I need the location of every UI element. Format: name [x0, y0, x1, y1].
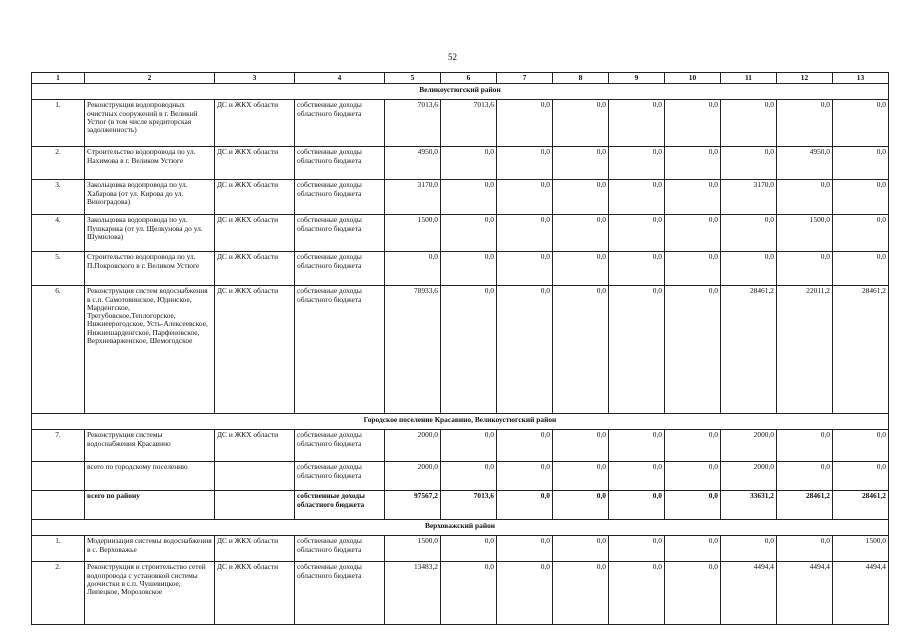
row-number: 1. — [32, 100, 85, 147]
value-col-9: 0,0 — [609, 100, 665, 147]
value-col-8: 0,0 — [553, 286, 609, 414]
value-col-11: 0,0 — [721, 100, 777, 147]
total-value: 78933,6 — [385, 286, 441, 414]
value-col-8: 0,0 — [553, 180, 609, 215]
budget-table — [31, 72, 889, 625]
value-col-12: 0,0 — [777, 462, 833, 491]
funding-source: собственные доходы областного бюджета — [295, 536, 385, 562]
project-name: Модернизация системы водоснабжения в с. Верховажье — [85, 536, 215, 562]
total-value: 3170,0 — [385, 180, 441, 215]
value-col-9: 0,0 — [609, 491, 665, 520]
table-row — [32, 462, 889, 491]
value-col-11: 0,0 — [721, 147, 777, 180]
funding-source: собственные доходы областного бюджета — [295, 147, 385, 180]
value-col-12: 0,0 — [777, 252, 833, 286]
value-col-7: 0,0 — [497, 252, 553, 286]
value-col-8: 0,0 — [553, 562, 609, 625]
value-col-7: 0,0 — [497, 462, 553, 491]
value-col-12: 1500,0 — [777, 215, 833, 252]
column-header-1: 1 — [32, 73, 85, 84]
funding-source: собственные доходы областного бюджета — [295, 215, 385, 252]
value-col-10: 0,0 — [665, 536, 721, 562]
value-col-7: 0,0 — [497, 286, 553, 414]
value-col-6: 7013,6 — [441, 100, 497, 147]
column-header-4: 4 — [295, 73, 385, 84]
value-col-12: 0,0 — [777, 100, 833, 147]
column-header-3: 3 — [215, 73, 295, 84]
row-number: 2. — [32, 147, 85, 180]
value-col-13: 1500,0 — [833, 536, 889, 562]
value-col-8: 0,0 — [553, 100, 609, 147]
table-row — [32, 100, 889, 147]
value-col-7: 0,0 — [497, 562, 553, 625]
section-heading: Великоустюгский район — [32, 84, 889, 100]
row-number: 7. — [32, 430, 85, 462]
value-col-9: 0,0 — [609, 180, 665, 215]
total-value: 2000,0 — [385, 430, 441, 462]
project-name: Строительство водопровода по ул. П.Покровского в г. Великом Устюге — [85, 252, 215, 286]
responsible-body — [215, 491, 295, 520]
value-col-11: 33631,2 — [721, 491, 777, 520]
value-col-7: 0,0 — [497, 215, 553, 252]
funding-source: собственные доходы областного бюджета — [295, 100, 385, 147]
value-col-11: 3170,0 — [721, 180, 777, 215]
table-row — [32, 430, 889, 462]
project-name: Реконструкция и строительство сетей водопровода с установкой системы доочистки в с.п. Чушевицкое, Липецкое, Морозовское — [85, 562, 215, 625]
table-body — [32, 84, 889, 625]
total-value: 0,0 — [385, 252, 441, 286]
table-row — [32, 562, 889, 625]
funding-source: собственные доходы областного бюджета — [295, 462, 385, 491]
column-header-2: 2 — [85, 73, 215, 84]
total-value: 4950,0 — [385, 147, 441, 180]
project-name: Закольцовка водопровода по ул. Хабарова (от ул. Кирова до ул. Виноградова) — [85, 180, 215, 215]
value-col-9: 0,0 — [609, 147, 665, 180]
column-header-9: 9 — [609, 73, 665, 84]
value-col-12: 0,0 — [777, 536, 833, 562]
total-value: 13483,2 — [385, 562, 441, 625]
table-row — [32, 180, 889, 215]
column-header-5: 5 — [385, 73, 441, 84]
value-col-6: 0,0 — [441, 562, 497, 625]
value-col-7: 0,0 — [497, 430, 553, 462]
column-header-8: 8 — [553, 73, 609, 84]
value-col-8: 0,0 — [553, 491, 609, 520]
row-number — [32, 491, 85, 520]
table-row — [32, 252, 889, 286]
value-col-10: 0,0 — [665, 462, 721, 491]
project-name: Реконструкция систем водоснабжения в с.п. Самотовинское, Юдинское, Марденгское, Трегубовское,Теплогорское, Нижнеерогодское, Усть-Алексеевское, Нижнешарденгское, Парфеновское, Верхневарженское, Шемогодское — [85, 286, 215, 414]
table-row — [32, 215, 889, 252]
responsible-body: ДС и ЖКХ области — [215, 430, 295, 462]
value-col-11: 0,0 — [721, 215, 777, 252]
value-col-13: 0,0 — [833, 215, 889, 252]
value-col-13: 0,0 — [833, 252, 889, 286]
funding-source: собственные доходы областного бюджета — [295, 491, 385, 520]
responsible-body: ДС и ЖКХ области — [215, 180, 295, 215]
row-number: 4. — [32, 215, 85, 252]
value-col-10: 0,0 — [665, 100, 721, 147]
value-col-9: 0,0 — [609, 286, 665, 414]
responsible-body: ДС и ЖКХ области — [215, 147, 295, 180]
responsible-body: ДС и ЖКХ области — [215, 562, 295, 625]
value-col-12: 22011,2 — [777, 286, 833, 414]
value-col-13: 0,0 — [833, 180, 889, 215]
value-col-10: 0,0 — [665, 562, 721, 625]
value-col-9: 0,0 — [609, 215, 665, 252]
value-col-9: 0,0 — [609, 430, 665, 462]
column-header-11: 11 — [721, 73, 777, 84]
column-header-13: 13 — [833, 73, 889, 84]
value-col-12: 4494,4 — [777, 562, 833, 625]
section-heading-row — [32, 520, 889, 536]
page-number: 52 — [448, 52, 457, 62]
section-heading-row — [32, 84, 889, 100]
responsible-body: ДС и ЖКХ области — [215, 286, 295, 414]
value-col-12: 0,0 — [777, 430, 833, 462]
value-col-11: 0,0 — [721, 536, 777, 562]
value-col-13: 0,0 — [833, 430, 889, 462]
project-name: Реконструкция системы водоснабжения Красавино — [85, 430, 215, 462]
value-col-13: 0,0 — [833, 100, 889, 147]
responsible-body — [215, 462, 295, 491]
table-row — [32, 147, 889, 180]
value-col-6: 0,0 — [441, 430, 497, 462]
value-col-11: 0,0 — [721, 252, 777, 286]
value-col-9: 0,0 — [609, 536, 665, 562]
value-col-10: 0,0 — [665, 147, 721, 180]
column-header-12: 12 — [777, 73, 833, 84]
row-number — [32, 462, 85, 491]
value-col-6: 0,0 — [441, 286, 497, 414]
total-value: 1500,0 — [385, 536, 441, 562]
section-heading: Городское поселение Красавино, Великоустюгский район — [32, 414, 889, 430]
responsible-body: ДС и ЖКХ области — [215, 100, 295, 147]
value-col-7: 0,0 — [497, 491, 553, 520]
value-col-8: 0,0 — [553, 430, 609, 462]
funding-source: собственные доходы областного бюджета — [295, 252, 385, 286]
value-col-10: 0,0 — [665, 252, 721, 286]
funding-source: собственные доходы областного бюджета — [295, 430, 385, 462]
value-col-13: 4494,4 — [833, 562, 889, 625]
value-col-8: 0,0 — [553, 215, 609, 252]
value-col-6: 0,0 — [441, 252, 497, 286]
value-col-10: 0,0 — [665, 180, 721, 215]
value-col-13: 28461,2 — [833, 491, 889, 520]
funding-source: собственные доходы областного бюджета — [295, 562, 385, 625]
value-col-9: 0,0 — [609, 462, 665, 491]
value-col-13: 0,0 — [833, 462, 889, 491]
value-col-7: 0,0 — [497, 536, 553, 562]
column-header-7: 7 — [497, 73, 553, 84]
value-col-11: 2000,0 — [721, 462, 777, 491]
header-row — [32, 73, 889, 84]
value-col-11: 4494,4 — [721, 562, 777, 625]
project-name: всего по району — [85, 491, 215, 520]
value-col-10: 0,0 — [665, 430, 721, 462]
value-col-9: 0,0 — [609, 252, 665, 286]
funding-source: собственные доходы областного бюджета — [295, 286, 385, 414]
row-number: 1. — [32, 536, 85, 562]
value-col-13: 0,0 — [833, 147, 889, 180]
value-col-12: 4950,0 — [777, 147, 833, 180]
row-number: 5. — [32, 252, 85, 286]
value-col-11: 28461,2 — [721, 286, 777, 414]
column-header-6: 6 — [441, 73, 497, 84]
value-col-8: 0,0 — [553, 536, 609, 562]
total-value: 97567,2 — [385, 491, 441, 520]
value-col-8: 0,0 — [553, 462, 609, 491]
project-name: Реконструкция водопроводных очистных сооружений в г. Великий Устюг (в том числе кредиторская задолженность) — [85, 100, 215, 147]
value-col-7: 0,0 — [497, 100, 553, 147]
total-value: 7013,6 — [385, 100, 441, 147]
section-heading-row — [32, 414, 889, 430]
value-col-8: 0,0 — [553, 147, 609, 180]
total-row — [32, 491, 889, 520]
value-col-6: 0,0 — [441, 536, 497, 562]
value-col-6: 0,0 — [441, 215, 497, 252]
value-col-6: 0,0 — [441, 180, 497, 215]
row-number: 2. — [32, 562, 85, 625]
total-value: 2000,0 — [385, 462, 441, 491]
value-col-6: 0,0 — [441, 147, 497, 180]
column-header-10: 10 — [665, 73, 721, 84]
row-number: 3. — [32, 180, 85, 215]
section-heading: Верховажский район — [32, 520, 889, 536]
funding-source: собственные доходы областного бюджета — [295, 180, 385, 215]
project-name: всего по городскому поселению — [85, 462, 215, 491]
responsible-body: ДС и ЖКХ области — [215, 215, 295, 252]
row-number: 6. — [32, 286, 85, 414]
project-name: Закольцовка водопровода по ул. Пушкарика (от ул. Щелкунова до ул. Шумилова) — [85, 215, 215, 252]
total-value: 1500,0 — [385, 215, 441, 252]
responsible-body: ДС и ЖКХ области — [215, 536, 295, 562]
value-col-9: 0,0 — [609, 562, 665, 625]
project-name: Строительство водопровода по ул. Нахимова в г. Великом Устюге — [85, 147, 215, 180]
table-row — [32, 286, 889, 414]
value-col-12: 0,0 — [777, 180, 833, 215]
value-col-7: 0,0 — [497, 147, 553, 180]
value-col-10: 0,0 — [665, 491, 721, 520]
value-col-6: 0,0 — [441, 462, 497, 491]
value-col-10: 0,0 — [665, 215, 721, 252]
value-col-8: 0,0 — [553, 252, 609, 286]
responsible-body: ДС и ЖКХ области — [215, 252, 295, 286]
value-col-10: 0,0 — [665, 286, 721, 414]
value-col-6: 7013,6 — [441, 491, 497, 520]
table-row — [32, 536, 889, 562]
value-col-11: 2000,0 — [721, 430, 777, 462]
value-col-7: 0,0 — [497, 180, 553, 215]
value-col-12: 28461,2 — [777, 491, 833, 520]
value-col-13: 28461,2 — [833, 286, 889, 414]
